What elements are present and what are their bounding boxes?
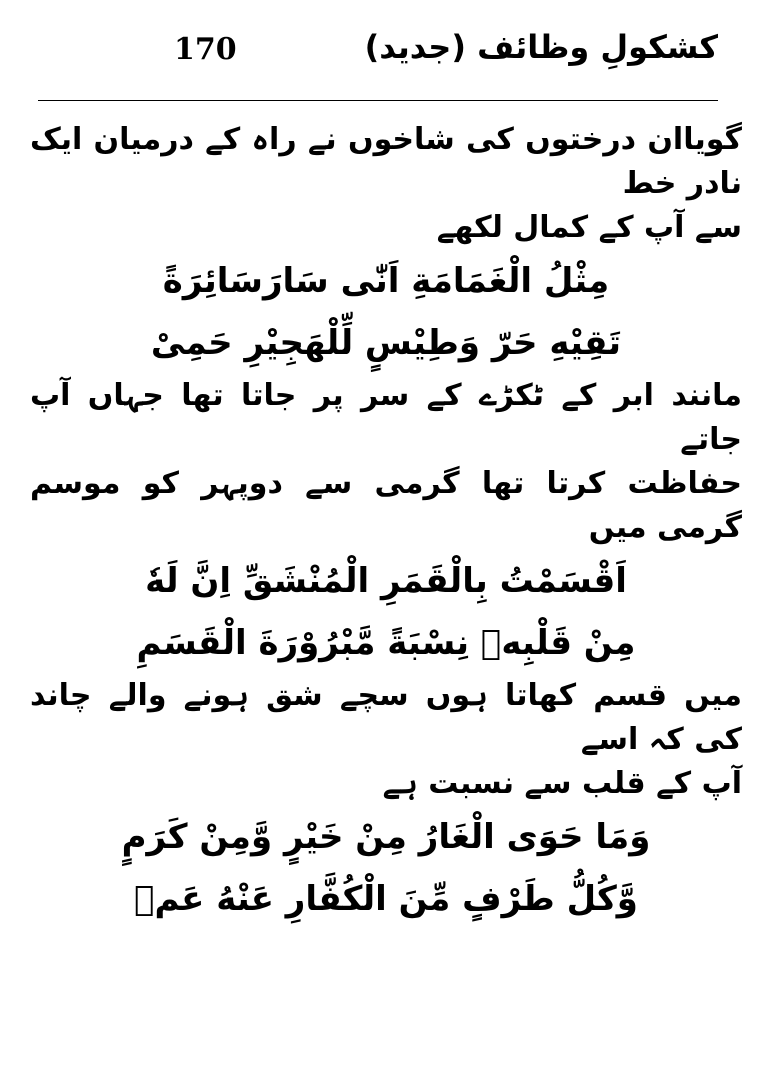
page-number: 170 bbox=[174, 32, 237, 67]
arabic-verse-4: مِنْ قَلْبِهٖ نِسْبَةً مَّبْرُوْرَةَ الْقَسَمِ bbox=[136, 623, 636, 663]
arabic-verse-5: وَمَا حَوَی الْغَارُ مِنْ خَيْرٍ وَّمِنْ كَرَمٍ bbox=[121, 817, 651, 857]
prose-line: گویاان درختوں کی شاخوں نے راہ کے درمیان ایک نادر خط bbox=[30, 122, 742, 201]
prose-line: حفاظت کرتا تھا گرمی سے دوپہر کو موسم گرمی میں bbox=[30, 466, 742, 545]
prose-paragraph-1 bbox=[30, 118, 742, 250]
page-header bbox=[38, 22, 718, 82]
header-divider bbox=[38, 100, 718, 101]
book-title: کشکولِ وظائف (جدید) bbox=[364, 28, 718, 66]
arabic-verse-6: وَّكُلُّ طَرْفٍ مِّنَ الْكُفَّارِ عَنْهُ عَمٖ bbox=[134, 879, 638, 919]
arabic-verse-3: اَقْسَمْتُ بِالْقَمَرِ الْمُنْشَقِّ اِنَّ لَهٗ bbox=[145, 561, 627, 601]
prose-line: میں قسم کھاتا ہوں سچے شق ہونے والے چاند کی کہ اسے bbox=[30, 678, 742, 757]
arabic-verse-1: مِثْلُ الْغَمَامَةِ اَنّٰی سَارَسَائِرَةً bbox=[162, 261, 610, 301]
prose-line: آپ کے قلب سے نسبت ہے bbox=[382, 766, 742, 801]
prose-line: مانند ابر کے ٹکڑے کے سر پر جاتا تھا جہاں آپ جاتے bbox=[30, 378, 742, 457]
prose-line: سے آپ کے کمال لکھے bbox=[436, 210, 742, 245]
page-body bbox=[30, 118, 742, 930]
arabic-verse-2: تَقِيْهِ حَرّ وَطِيْسٍ لِّلْهَجِيْرِ حَمِیْ bbox=[150, 323, 622, 363]
prose-paragraph-3 bbox=[30, 674, 742, 806]
prose-paragraph-2 bbox=[30, 374, 742, 550]
